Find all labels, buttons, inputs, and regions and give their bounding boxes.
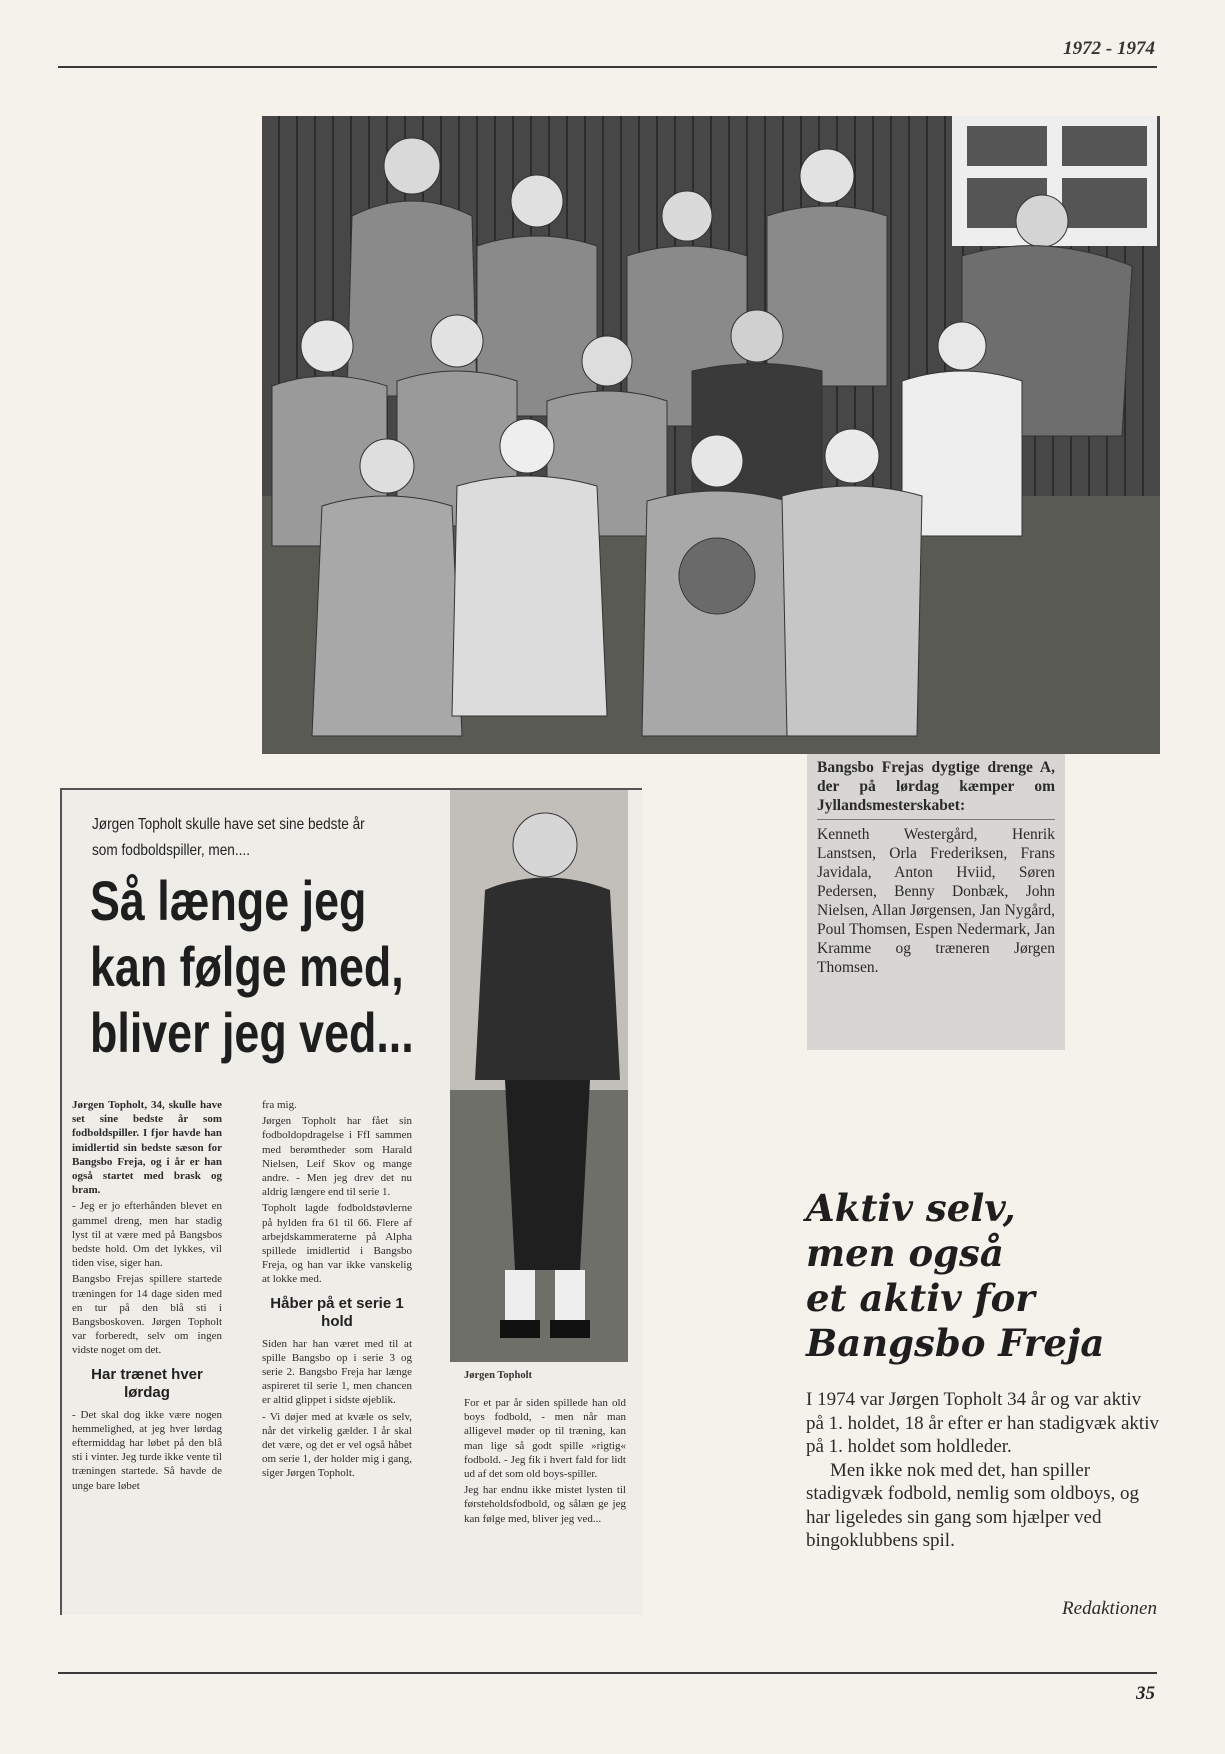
clipping-headline [90, 868, 442, 1066]
clipping-intro-line1: Jørgen Topholt skulle have set sine bedste år [92, 816, 365, 833]
header-year-range: 1972 - 1974 [1063, 38, 1155, 59]
feature-paragraph: Men ikke nok med det, han spiller stadigvæk fodbold, nemlig som oldboys, og har ligeledes sin gang som hjælper ved bingoklubbens spil. [806, 1459, 1140, 1551]
col3-paragraph: Jeg har endnu ikke mistet lysten til førsteholdsfodbold, og sålæn ge jeg kan følge med, bliver jeg ved... [464, 1484, 626, 1525]
feature-title-line2: men også [806, 1231, 1004, 1275]
team-photo [262, 116, 1160, 754]
clipping-headline-line3: bliver jeg ved... [90, 1001, 414, 1064]
team-photo-image [262, 116, 1160, 754]
feature-signature: Redaktionen [1062, 1598, 1157, 1619]
feature-body [806, 1388, 1161, 1553]
col2-paragraph: - Vi døjer med at kvæle os selv, når det virkelig gælder. I år skal det være, og det er vel også håbet om serie 1, der holder mig i gang, siger Jørgen Topholt. [262, 1410, 412, 1480]
clipping-column-2 [262, 1098, 412, 1483]
photo-caption-box [807, 754, 1065, 1050]
col2-paragraph: Topholt lagde fodboldstøvlerne på hylden fra 61 til 66. Flere af arbejdskammeraterne på Alpha spillede imidlertid i Bangsbo Freja, og han var ikke vanskelig at lokke med. [262, 1202, 412, 1286]
feature-paragraph: I 1974 var Jørgen Topholt 34 år og var aktiv på 1. holdet, 18 år efter er han stadigvæk aktiv på 1. holdet som holdleder. [806, 1389, 1159, 1457]
col2-subheading: Håber på et serie 1 hold [270, 1294, 404, 1330]
col1-paragraph: - Jeg er jo efterhånden blevet en gammel dreng, men har stadig lyst til at være med på Bangsbos bedste hold. Om det lykkes, vil tiden vise, siger han. [72, 1200, 222, 1270]
col3-paragraph: For et par år siden spillede han old boys fodbold, - men når man alligevel møder op til træning, kan man lige så godt spille »rigtig« fodbold. - Jeg fik i hvert fald for lidt ud af det som old boys-spiller. [464, 1397, 626, 1481]
feature-title-line1: Aktiv selv, [806, 1186, 1016, 1230]
col1-paragraph: - Det skal dog ikke være nogen hemmelighed, at jeg hver lørdag eftermiddag har løbet på den blå sti i vinter. Jeg turde ikke vente til træningen startede. Så havde de unge bare løbet [72, 1408, 222, 1492]
clipping-intro-line2: som fodboldspiller, men.... [92, 842, 250, 859]
header-rule [58, 66, 1157, 68]
caption-names: Kenneth Westergård, Henrik Lanstsen, Orla Frederiksen, Frans Javidala, Anton Hviid, Søren Pedersen, Benny Donbæk, John Nielsen, Allan Jørgensen, Jan Nygård, Poul Thomsen, Espen Nedermark, Jan Kramme og træneren Jørgen Thomsen. [817, 826, 1055, 976]
clipping-photo [450, 790, 628, 1362]
col1-paragraph: Jørgen Topholt, 34, skulle have set sine bedste år som fodboldspiller. I fjor havde han imidlertid sin bedste sæson for Bangsbo Freja, og i år er han også startet med brask og bram. [72, 1099, 222, 1197]
feature-title-line4: Bangsbo Freja [806, 1321, 1105, 1365]
clipping-column-3 [464, 1396, 626, 1528]
clipping-headline-line1: Så længe jeg [90, 869, 367, 932]
footer-rule [58, 1672, 1157, 1674]
clipping-photo-caption: Jørgen Topholt [464, 1370, 532, 1381]
caption-divider [817, 819, 1055, 820]
col1-subheading: Har trænet hver lørdag [91, 1365, 203, 1401]
col2-paragraph: Siden har han været med til at spille Bangsbo op i serie 3 og serie 2. Bangsbo Freja har længe aspireret til serie 1, men chancen er altid glippet i sidste øjeblik. [262, 1337, 412, 1407]
caption-lead: Bangsbo Frejas dygtige drenge A, der på lørdag kæmper om Jyllandsmesterskabet: [817, 759, 1055, 814]
feature-title [806, 1186, 1166, 1366]
col2-paragraph: Jørgen Topholt har fået sin fodboldopdragelse i FfI sammen med berømtheder som Harald Nielsen, Leif Skov og mange andre. - Men jeg drev det nu aldrig længere end til serie 1. [262, 1115, 412, 1199]
col2-paragraph: fra mig. [262, 1099, 297, 1111]
newspaper-clipping [60, 788, 642, 1615]
clipping-intro [92, 812, 432, 864]
clipping-photo-image [450, 790, 628, 1362]
clipping-column-1 [72, 1098, 222, 1495]
page-number: 35 [1136, 1683, 1155, 1704]
col1-paragraph: Bangsbo Frejas spillere startede træningen for 14 dage siden med en tur på den blå sti i Bangsboskoven. Jørgen Topholt var forberedt, selv om ingen vidste noget om det. [72, 1273, 222, 1357]
feature-title-line3: et aktiv for [806, 1276, 1035, 1320]
clipping-headline-line2: kan følge med, [90, 935, 404, 998]
